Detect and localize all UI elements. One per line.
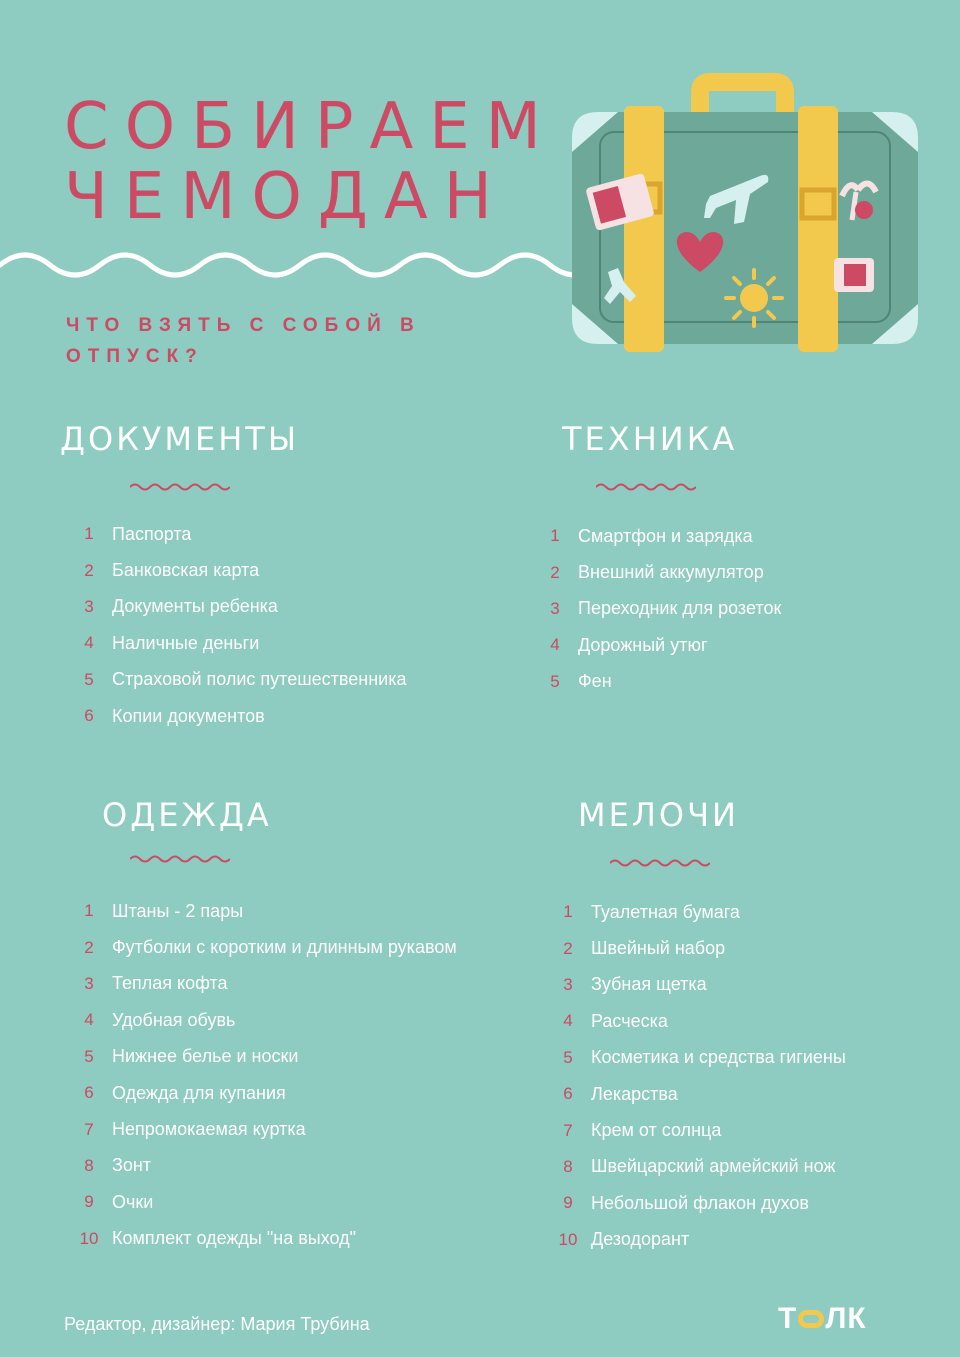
- list-item-number: 1: [563, 902, 573, 922]
- list-item-text: Банковская карта: [112, 560, 260, 581]
- tech-list: [532, 518, 781, 700]
- wave-divider: [0, 240, 580, 290]
- heading-squiggle: [130, 852, 230, 866]
- heading-squiggle: [596, 480, 696, 494]
- list-item-number: 5: [550, 671, 560, 691]
- list-item-number: 4: [550, 635, 560, 655]
- list-item-text: Непромокаемая куртка: [112, 1119, 306, 1140]
- list-item: [532, 518, 781, 554]
- list-item-number: 4: [563, 1011, 573, 1031]
- list-item-number: 2: [84, 560, 94, 580]
- list-item-number: 2: [563, 938, 573, 958]
- list-item-text: Дорожный утюг: [578, 634, 708, 655]
- list-item-number: 9: [84, 1192, 94, 1212]
- list-item: [532, 627, 781, 663]
- section-heading-misc: МЕЛОЧИ: [578, 796, 739, 834]
- list-item-text: Паспорта: [112, 523, 192, 544]
- title-line-2: ЧЕМОДАН: [64, 160, 508, 234]
- list-item-text: Документы ребенка: [112, 596, 278, 617]
- list-item-text: Расческа: [591, 1010, 668, 1031]
- heading-squiggle: [130, 480, 230, 494]
- list-item-text: Смартфон и зарядка: [578, 525, 753, 546]
- misc-list: [545, 894, 846, 1258]
- section-misc: [578, 796, 739, 834]
- list-item: [545, 1076, 846, 1112]
- list-item-number: 4: [84, 1010, 94, 1030]
- list-item-number: 10: [79, 1228, 99, 1248]
- section-clothes: [102, 796, 272, 834]
- list-item: [545, 1040, 846, 1076]
- list-item-number: 6: [84, 706, 94, 726]
- list-item: [66, 625, 407, 661]
- list-item: [532, 664, 781, 700]
- list-item-text: Удобная обувь: [112, 1009, 236, 1030]
- list-item-text: Швейный набор: [591, 938, 726, 959]
- clothes-list: [66, 893, 457, 1257]
- section-heading-clothes: ОДЕЖДА: [102, 796, 272, 834]
- list-item-text: Фен: [578, 671, 612, 692]
- logo-letter-t: Т: [778, 1302, 798, 1335]
- list-item-text: Комплект одежды "на выход": [112, 1228, 357, 1249]
- list-item: [545, 1149, 846, 1185]
- list-item-text: Наличные деньги: [112, 632, 260, 653]
- list-item-number: 9: [563, 1193, 573, 1213]
- list-item-text: Туалетная бумага: [591, 901, 740, 922]
- list-item-text: Футболки с коротким и длинным рукавом: [112, 937, 457, 958]
- list-item: [66, 1111, 457, 1147]
- list-item: [66, 516, 407, 552]
- list-item: [66, 1039, 457, 1075]
- list-item-text: Одежда для купания: [112, 1082, 286, 1103]
- list-item-number: 1: [84, 524, 94, 544]
- subtitle: ЧТО ВЗЯТЬ С СОБОЙ В ОТПУСК?: [66, 315, 421, 367]
- list-item-number: 5: [563, 1047, 573, 1067]
- list-item: [66, 929, 457, 965]
- list-item-text: Лекарства: [591, 1083, 678, 1104]
- list-item-number: 1: [550, 526, 560, 546]
- list-item: [66, 893, 457, 929]
- list-item: [545, 1003, 846, 1039]
- section-heading-tech: ТЕХНИКА: [562, 420, 738, 458]
- list-item: [545, 894, 846, 930]
- list-item: [66, 1184, 457, 1220]
- list-item: [532, 591, 781, 627]
- list-item: [66, 552, 407, 588]
- list-item: [545, 930, 846, 966]
- title-line-1: СОБИРАЕМ: [64, 90, 557, 164]
- list-item-number: 7: [84, 1119, 94, 1139]
- list-item: [66, 1075, 457, 1111]
- list-item-text: Внешний аккумулятор: [578, 562, 764, 583]
- list-item-number: 3: [84, 973, 94, 993]
- section-heading-documents: ДОКУМЕНТЫ: [60, 420, 300, 458]
- list-item-number: 5: [84, 669, 94, 689]
- section-tech: [562, 420, 737, 458]
- list-item: [545, 1112, 846, 1148]
- list-item-text: Крем от солнца: [591, 1120, 722, 1141]
- list-item: [532, 554, 781, 590]
- list-item-number: 8: [84, 1155, 94, 1175]
- list-item: [66, 589, 407, 625]
- list-item-number: 6: [563, 1084, 573, 1104]
- list-item-text: Нижнее белье и носки: [112, 1046, 299, 1067]
- list-item: [66, 698, 407, 734]
- list-item-text: Страховой полис путешественника: [112, 669, 407, 690]
- list-item-number: 6: [84, 1083, 94, 1103]
- page-title: [64, 92, 557, 232]
- list-item-number: 4: [84, 633, 94, 653]
- list-item: [545, 967, 846, 1003]
- documents-list: [66, 516, 407, 734]
- list-item: [66, 662, 407, 698]
- list-item-text: Зонт: [112, 1155, 152, 1176]
- list-item-number: 7: [563, 1120, 573, 1140]
- list-item-text: Косметика и средства гигиены: [591, 1047, 846, 1068]
- list-item: [66, 1002, 457, 1038]
- list-item-text: Копии документов: [112, 705, 265, 726]
- logo-o-ring-icon: [798, 1310, 824, 1328]
- list-item-text: Переходник для розеток: [578, 598, 782, 619]
- list-item-number: 1: [84, 901, 94, 921]
- list-item: [545, 1222, 846, 1258]
- list-item: [66, 1148, 457, 1184]
- tolk-logo: [778, 1302, 867, 1336]
- list-item-number: 2: [84, 937, 94, 957]
- list-item-text: Теплая кофта: [112, 973, 228, 994]
- heading-squiggle: [610, 856, 710, 870]
- list-item-text: Очки: [112, 1191, 154, 1212]
- section-documents: [60, 420, 299, 458]
- list-item: [66, 1221, 457, 1257]
- list-item-text: Дезодорант: [591, 1229, 690, 1250]
- list-item-number: 3: [563, 974, 573, 994]
- list-item: [66, 966, 457, 1002]
- list-item-number: 3: [84, 596, 94, 616]
- list-item-text: Небольшой флакон духов: [591, 1192, 809, 1213]
- suitcase-illustration: [560, 72, 930, 362]
- logo-letters-lk: ЛК: [825, 1302, 867, 1335]
- list-item: [545, 1185, 846, 1221]
- list-item-number: 10: [558, 1229, 578, 1249]
- list-item-number: 3: [550, 598, 560, 618]
- list-item-number: 8: [563, 1156, 573, 1176]
- list-item-text: Швейцарский армейский нож: [591, 1156, 836, 1177]
- list-item-number: 2: [550, 562, 560, 582]
- list-item-number: 5: [84, 1046, 94, 1066]
- list-item-text: Штаны - 2 пары: [112, 900, 244, 921]
- list-item-text: Зубная щетка: [591, 974, 707, 995]
- editor-credit: Редактор, дизайнер: Мария Трубина: [64, 1314, 370, 1334]
